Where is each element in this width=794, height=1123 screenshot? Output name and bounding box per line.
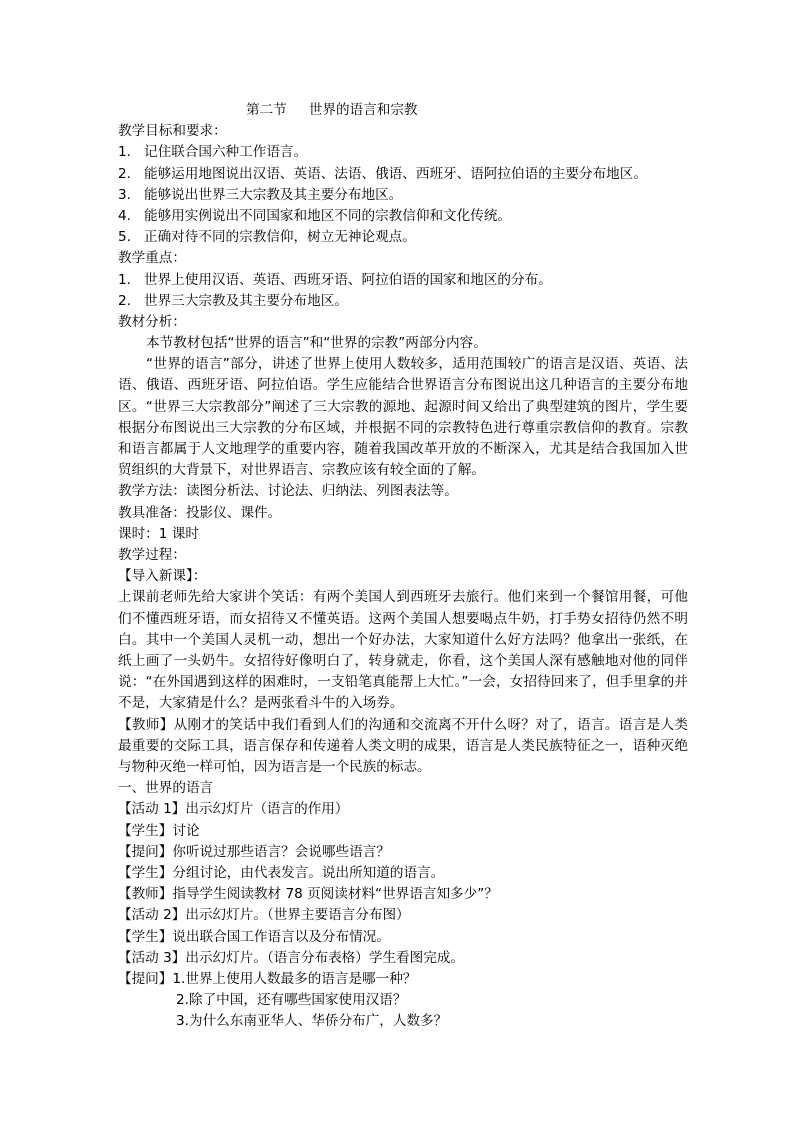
document-page <box>118 100 688 1033</box>
activity-line: 【提问】你听说过那些语言？会说哪些语言？ <box>118 843 390 860</box>
analysis-heading: 教材分析： <box>118 313 186 330</box>
list-item: 3. 能够说出世界三大宗教及其主要分布地区。 <box>118 186 403 203</box>
activity-line: 【学生】分组讨论，由代表发言。说出所知道的语言。 <box>118 865 445 881</box>
focus-heading: 教学重点： <box>118 250 186 267</box>
analysis-paragraph-2: “世界的语言”部分，讲述了世界上使用人数较多，适用范围较广的语言是汉语、英语、法语、俄语、西班牙语、阿拉伯语。学生应能结合世界语言分布图说出这几种语言的主要分布地区。“世界三大宗教部分”阐述了三大宗教的源地、起源时间又给出了典型建筑的图片，学生要根据分布图说出三大宗教的分布区域，并根据不同的宗教特色进行尊重宗教信仰的教育。宗教和语言都属于人文地理学的重要内容，随着我国改革开放的不断深入，尤其是结合我国加入世贸组织的大背景下，对世界语言、宗教应该有较全面的了解。 <box>118 356 688 479</box>
list-item: 1. 记住联合国六种工作语言。 <box>118 144 308 161</box>
activity-line: 【提问】1.世界上使用人数最多的语言是哪一种？ <box>118 970 417 987</box>
story-paragraph: 上课前老师先给大家讲个笑话：有两个美国人到西班牙去旅行。他们来到一个餐馆用餐，可他们不懂西班牙语，而女招待又不懂英语。这两个美国人想要喝点牛奶，打手势女招待仍然不明白。其中一个美国人灵机一动，想出一个好办法，大家知道什么好方法吗？他拿出一张纸，在纸上画了一头奶牛。女招待好像明白了，转身就走，你看，这个美国人深有感触地对他的同伴说：“在外国遇到这样的困难时，一支铅笔真能帮上大忙。”一会，女招待回来了，但手里拿的并不是，大家猜是什么？是两张看斗牛的入场券。 <box>118 589 688 712</box>
section-heading-languages: 一、世界的语言 <box>118 780 214 797</box>
section-title <box>118 100 688 121</box>
question-line: 3.为什么东南亚华人、华侨分布广，人数多？ <box>176 1013 448 1030</box>
goals-heading: 教学目标和要求： <box>118 123 227 140</box>
activity-line: 【教师】指导学生阅读教材 78 页阅读材料“世界语言知多少”？ <box>118 886 498 903</box>
teaching-method: 教学方法：读图分析法、讨论法、归纳法、列图表法等。 <box>118 483 458 500</box>
intro-label: 【导入新课】： <box>118 568 207 585</box>
list-item: 4. 能够用实例说出不同国家和地区不同的宗教信仰和文化传统。 <box>118 207 512 224</box>
section-name: 世界的语言和宗教 <box>308 102 418 118</box>
activity-line: 【活动 2】出示幻灯片。（世界主要语言分布图） <box>118 907 410 924</box>
activity-line: 【学生】说出联合国工作语言以及分布情况。 <box>118 928 390 945</box>
class-hours: 课时：1 课时 <box>118 525 199 542</box>
list-item: 1. 世界上使用汉语、英语、西班牙语、阿拉伯语的国家和地区的分布。 <box>118 271 552 288</box>
activity-line: 【活动 1】出示幻灯片（语言的作用） <box>118 801 349 818</box>
list-item: 2. 能够运用地图说出汉语、英语、法语、俄语、西班牙、语阿拉伯语的主要分布地区。 <box>118 165 647 182</box>
section-number: 第二节 <box>246 102 287 118</box>
question-line: 2.除了中国，还有哪些国家使用汉语？ <box>176 992 407 1009</box>
list-item: 2. 世界三大宗教及其主要分布地区。 <box>118 292 348 309</box>
teaching-tools: 教具准备：投影仪、课件。 <box>118 504 282 521</box>
teacher-paragraph: 【教师】从刚才的笑话中我们看到人们的沟通和交流离不开什么呀？对了，语言。语言是人类最重要的交际工具，语言保存和传递着人类文明的成果，语言是人类民族特征之一，语种灭绝与物种灭绝一样可怕，因为语言是一个民族的标志。 <box>118 716 688 776</box>
list-item: 5. 正确对待不同的宗教信仰，树立无神论观点。 <box>118 229 416 246</box>
analysis-paragraph-1: 本节教材包括“世界的语言”和“世界的宗教”两部分内容。 <box>146 335 487 352</box>
process-heading: 教学过程： <box>118 547 186 564</box>
activity-line: 【活动 3】出示幻灯片。（语言分布表格）学生看图完成。 <box>118 949 465 966</box>
activity-line: 【学生】讨论 <box>118 822 200 839</box>
